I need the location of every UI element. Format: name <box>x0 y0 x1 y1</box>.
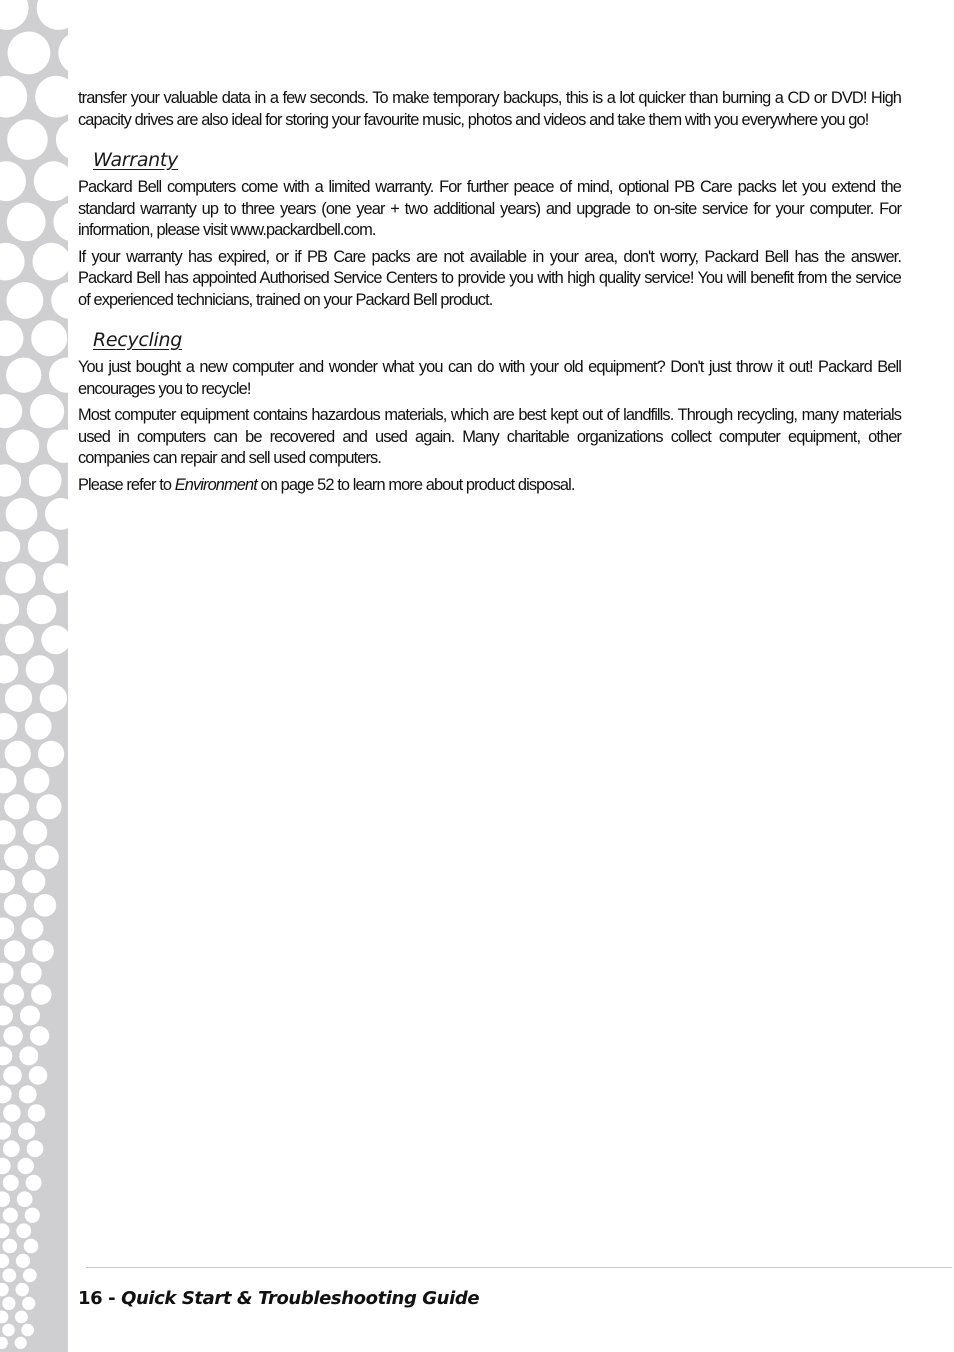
decorative-dot <box>15 1337 27 1349</box>
recycling-paragraph-2: Most computer equipment contains hazardous materials, which are best kept out of landfills. Through recycling, many materials used in computers can be recovered and used again. Many charitable organizations collect computer equipment, other companies can repair and sell used computers. <box>78 406 901 467</box>
decorative-dot <box>6 498 38 530</box>
decorative-dot <box>30 394 64 428</box>
decorative-dot <box>16 1223 31 1238</box>
polka-dot-pattern <box>0 0 68 1352</box>
recycling-paragraph-1: You just bought a new computer and wonder what you can do with your old equipment? Don't just throw it out! Packard Bell encourages you to recycle! <box>78 358 901 398</box>
decorative-dot <box>32 940 53 961</box>
decorative-dot <box>35 845 59 869</box>
decorative-dot <box>28 531 59 562</box>
decorative-dot <box>31 320 67 356</box>
decorative-dot <box>0 161 26 201</box>
warranty-paragraph-2: If your warranty has expired, or if PB Care packs are not available in your area, don't worry, Packard Bell has the answer. Packard Bell has appointed Authorised Service Centers to provide you with high quality service! You will benefit from the service of experienced technicians, trained on your Packard Bell product. <box>78 247 901 309</box>
decorative-dot <box>20 1006 40 1026</box>
decorative-dot <box>22 1297 35 1310</box>
decorative-dot <box>8 32 51 75</box>
decorative-dot <box>0 1337 8 1349</box>
decorative-dot <box>15 1311 28 1324</box>
decorative-dot <box>4 940 25 961</box>
decorative-dot <box>6 358 41 393</box>
decorative-dot <box>0 1085 12 1103</box>
decorative-dot <box>23 820 47 844</box>
guide-title: Quick Start & Troubleshooting Guide <box>121 1288 480 1309</box>
decorative-dot <box>0 1311 8 1324</box>
decorative-dot <box>0 963 14 984</box>
decorative-dot <box>53 203 68 242</box>
decorative-dot <box>25 1208 40 1223</box>
decorative-dot <box>0 1223 10 1238</box>
decorative-dot <box>0 1158 11 1174</box>
decorative-dot-strip <box>0 0 68 1352</box>
decorative-dot <box>16 1283 29 1296</box>
recycling-heading: Recycling <box>93 329 182 351</box>
decorative-dot <box>0 1006 13 1026</box>
decorative-dot <box>5 741 31 767</box>
warranty-heading: Warranty <box>93 149 178 171</box>
decorative-dot <box>18 1123 35 1140</box>
page-footer <box>78 1288 479 1309</box>
decorative-dot <box>25 713 52 740</box>
decorative-dot <box>3 1104 21 1122</box>
decorative-dot <box>0 1123 11 1140</box>
intro-paragraph: transfer your valuable data in a few seconds. To make temporary backups, this is a lot quicker than burning a CD or DVD! High capacity drives are also ideal for storing your favourite music, photos and videos and take them with you everywhere you go! <box>78 89 901 129</box>
decorative-dot <box>0 76 27 118</box>
decorative-dot <box>0 1046 12 1065</box>
decorative-dot <box>2 1297 15 1310</box>
decorative-dot <box>28 1104 46 1122</box>
decorative-dot <box>7 119 48 160</box>
decorative-dot <box>0 394 22 428</box>
decorative-dot <box>40 685 67 712</box>
decorative-dot <box>33 243 69 281</box>
decorative-dot <box>3 1175 19 1191</box>
refer-text-after: on page 52 to learn more about product disposal. <box>256 475 575 494</box>
decorative-dot <box>43 563 68 593</box>
decorative-dot <box>31 984 51 1004</box>
decorative-dot <box>34 894 57 917</box>
decorative-dot <box>2 1324 15 1337</box>
decorative-dot <box>30 1026 49 1045</box>
decorative-dot <box>0 655 18 683</box>
decorative-dot <box>47 430 68 463</box>
decorative-dot <box>58 32 68 75</box>
decorative-dot <box>19 1085 37 1103</box>
decorative-dot <box>29 464 62 497</box>
decorative-dot <box>34 161 68 201</box>
decorative-dot <box>5 685 32 712</box>
decorative-dot <box>27 1140 44 1157</box>
decorative-dot <box>45 498 68 530</box>
decorative-dot <box>21 963 42 984</box>
decorative-dot <box>4 984 24 1004</box>
decorative-dot <box>29 1066 48 1085</box>
decorative-dot <box>16 1254 30 1268</box>
decorative-dot <box>2 1269 16 1283</box>
decorative-dot <box>0 1254 9 1268</box>
page-body <box>78 88 901 501</box>
decorative-dot <box>3 1208 18 1223</box>
decorative-dot <box>6 430 39 463</box>
decorative-dot <box>27 595 57 625</box>
page-number: 16 - <box>78 1288 122 1309</box>
recycling-refer-paragraph <box>78 475 901 497</box>
decorative-dot <box>38 741 64 767</box>
decorative-dot <box>23 1269 37 1283</box>
decorative-dot <box>24 768 50 794</box>
decorative-dot <box>49 358 68 393</box>
decorative-dot <box>18 1158 34 1174</box>
decorative-dot <box>4 794 29 819</box>
decorative-dot <box>51 282 68 319</box>
decorative-dot <box>26 655 54 683</box>
decorative-dot <box>0 768 17 794</box>
decorative-dot <box>4 894 27 917</box>
environment-reference: Environment <box>174 475 257 494</box>
decorative-dot <box>0 0 29 30</box>
footer-divider <box>86 1267 952 1268</box>
decorative-dot <box>0 531 20 562</box>
decorative-dot <box>3 1239 18 1254</box>
decorative-dot <box>37 0 68 30</box>
decorative-dot <box>0 320 23 356</box>
decorative-dot <box>0 1191 10 1207</box>
decorative-dot <box>3 1066 22 1085</box>
decorative-dot <box>5 625 34 654</box>
decorative-dot <box>3 1026 22 1045</box>
decorative-dot <box>3 1140 20 1157</box>
decorative-dot <box>26 1175 42 1191</box>
decorative-dot <box>5 563 35 593</box>
decorative-dot <box>0 870 15 893</box>
decorative-dot <box>0 713 17 740</box>
decorative-dot <box>0 243 25 281</box>
decorative-dot <box>0 917 14 939</box>
decorative-dot <box>37 794 62 819</box>
decorative-dot <box>0 595 19 625</box>
decorative-dot <box>0 820 16 844</box>
warranty-paragraph-1: Packard Bell computers come with a limited warranty. For further peace of mind, optional PB Care packs let you extend the standard warranty up to three years (one year + two additional years) and upgrade to on-site service for your computer. For information, please visit www.packardbell.com. <box>78 178 901 239</box>
decorative-dot <box>35 76 68 118</box>
decorative-dot <box>22 870 45 893</box>
decorative-dot <box>41 625 68 654</box>
decorative-dot <box>7 282 44 319</box>
decorative-dot <box>0 1283 9 1296</box>
decorative-dot <box>24 1239 39 1254</box>
decorative-dot <box>21 917 43 939</box>
decorative-dot <box>7 203 46 242</box>
decorative-dot <box>21 1324 34 1337</box>
refer-text-before: Please refer to <box>78 475 175 494</box>
decorative-dot <box>56 119 68 160</box>
decorative-dot <box>0 464 21 497</box>
decorative-dot <box>17 1191 33 1207</box>
decorative-dot <box>4 845 28 869</box>
decorative-dot <box>19 1046 38 1065</box>
